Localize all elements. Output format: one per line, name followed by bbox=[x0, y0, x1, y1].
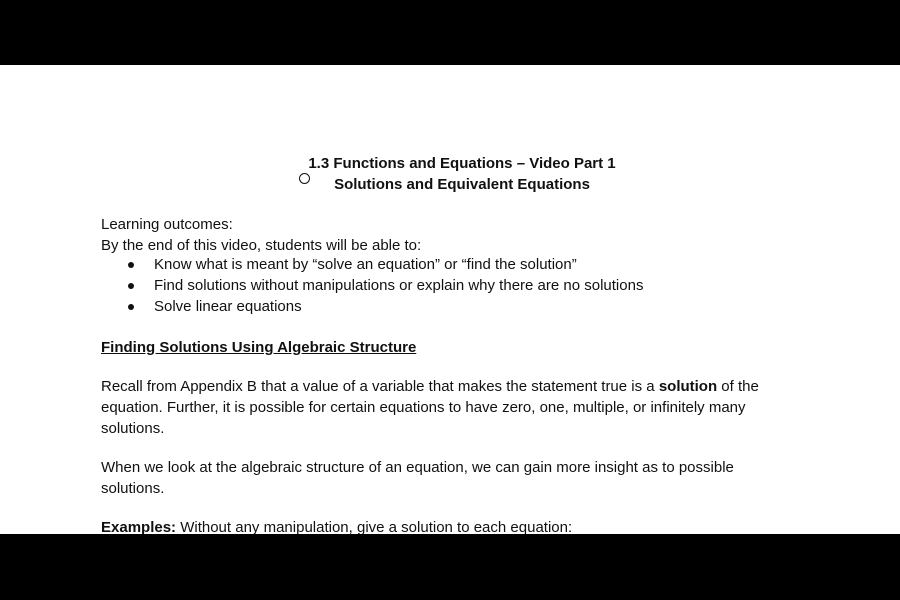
section-heading: Finding Solutions Using Algebraic Structure bbox=[101, 339, 417, 356]
list-item bbox=[128, 296, 643, 317]
title-line-2: Solutions and Equivalent Equations bbox=[334, 176, 590, 193]
solution-term: solution bbox=[658, 378, 718, 395]
examples-line bbox=[101, 517, 791, 534]
list-item bbox=[128, 275, 643, 296]
bullet-icon bbox=[128, 304, 134, 310]
title-line-1: 1.3 Functions and Equations – Video Part 1 bbox=[308, 155, 616, 172]
bullet-icon bbox=[128, 283, 134, 289]
list-item-text: Find solutions without manipulations or explain why there are no solutions bbox=[154, 277, 644, 294]
learning-outcomes-intro: By the end of this video, students will be able to: bbox=[101, 237, 422, 254]
examples-label: Examples: bbox=[101, 519, 177, 534]
examples-text: Without any manipulation, give a solution to each equation: bbox=[176, 519, 573, 534]
list-item-text: Solve linear equations bbox=[154, 298, 302, 315]
pointer-cursor-icon bbox=[299, 173, 310, 184]
bullet-icon bbox=[128, 262, 134, 268]
learning-outcomes-heading: Learning outcomes: bbox=[101, 216, 233, 233]
document-title bbox=[0, 153, 900, 195]
paragraph-text: of the equation. Further, it is possible for certain equations to have zero, one, multiple, or infinitely many solutions. bbox=[101, 378, 759, 437]
list-item-text: Know what is meant by “solve an equation” or “find the solution” bbox=[154, 256, 577, 273]
paragraph-algebraic-structure: When we look at the algebraic structure of an equation, we can gain more insight as to possible solutions. bbox=[101, 459, 734, 497]
document-page bbox=[0, 65, 900, 534]
paragraph-text: Recall from Appendix B that a value of a variable that makes the statement true is a bbox=[101, 378, 659, 395]
learning-outcomes-list bbox=[128, 254, 643, 317]
list-item bbox=[128, 254, 643, 275]
paragraph-solution-definition bbox=[101, 376, 791, 439]
